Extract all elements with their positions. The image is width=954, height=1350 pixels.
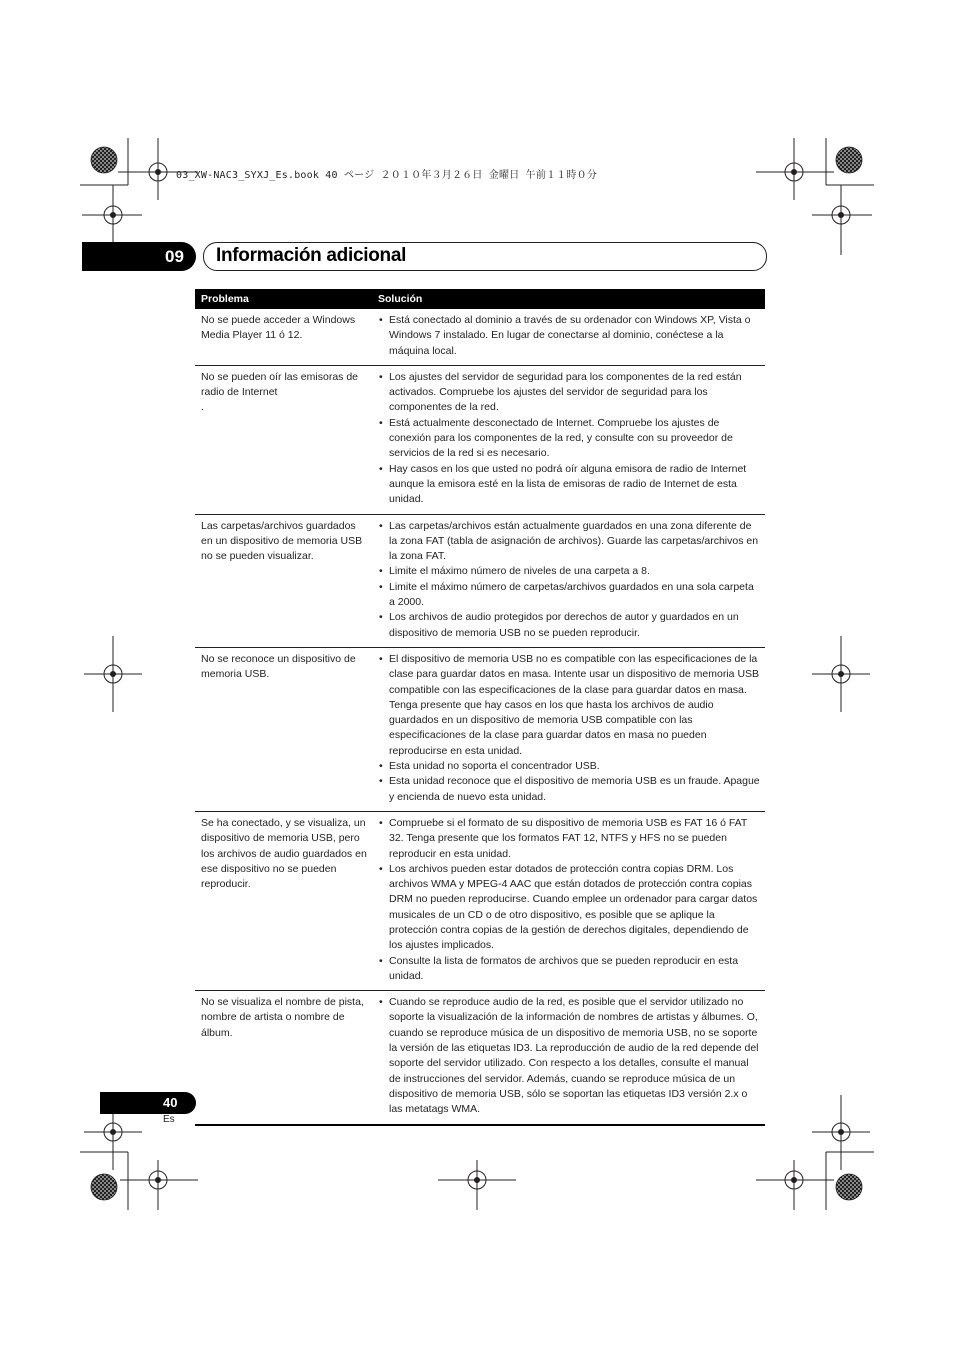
- solution-item: • El dispositivo de memoria USB no es compatible con las especificaciones de la clase para guardar datos en masa. Intente usar un dispositivo de memoria USB compatible con las especificaciones de la clase para guardar datos en masa. Tenga presente que hay casos en los que hasta los archivos de audio guardados en un dispositivo de memoria USB compatible con las especificaciones de la clase para guardar datos en masa no pueden reproducirse en esta unidad.: [378, 652, 761, 759]
- page-number-tab: 40: [100, 1092, 196, 1114]
- problem-cell: Se ha conectado, y se visualiza, un dispositivo de memoria USB, pero los archivos de audio guardados en ese dispositivo no se pueden reproducir.: [195, 811, 372, 990]
- solution-cell: [372, 309, 765, 365]
- table-row: [195, 991, 765, 1125]
- table-row: [195, 811, 765, 990]
- header-solution: Solución: [372, 289, 765, 309]
- solution-item: • Consulte la lista de formatos de archivos que se pueden reproducir en esta unidad.: [378, 954, 761, 985]
- table-row: [195, 365, 765, 514]
- solution-item: • Esta unidad reconoce que el dispositivo de memoria USB es un fraude. Apague y encienda de nuevo esta unidad.: [378, 774, 761, 805]
- table-header-row: [195, 289, 765, 309]
- header-problem: Problema: [195, 289, 372, 309]
- solution-item: • Limite el máximo número de carpetas/archivos guardados en una sola carpeta a 2000.: [378, 580, 761, 611]
- solution-item: • Está conectado al dominio a través de su ordenador con Windows XP, Vista o Windows 7 instalado. En lugar de conectarse al dominio, conéctese a la máquina local.: [378, 313, 761, 359]
- table-body: [195, 309, 765, 1125]
- solution-list: [378, 519, 761, 641]
- chapter-title-box: [203, 242, 767, 271]
- solution-cell: [372, 647, 765, 811]
- solution-cell: [372, 514, 765, 647]
- chapter-title: Información adicional: [216, 245, 407, 266]
- solution-list: [378, 313, 761, 359]
- solution-cell: [372, 991, 765, 1125]
- solution-list: [378, 995, 761, 1117]
- solution-cell: [372, 365, 765, 514]
- table-row: [195, 647, 765, 811]
- solution-item: • Los archivos de audio protegidos por derechos de autor y guardados en un dispositivo de memoria USB no se pueden reproducir.: [378, 610, 761, 641]
- problem-cell: Las carpetas/archivos guardados en un dispositivo de memoria USB no se pueden visualizar.: [195, 514, 372, 647]
- problem-cell: No se reconoce un dispositivo de memoria USB.: [195, 647, 372, 811]
- table-row: [195, 309, 765, 365]
- solution-item: • Hay casos en los que usted no podrá oír alguna emisora de radio de Internet aunque la emisora esté en la lista de emisoras de radio de Internet de esta unidad.: [378, 462, 761, 508]
- problem-cell: No se pueden oír las emisoras de radio de Internet .: [195, 365, 372, 514]
- problem-cell: No se puede acceder a Windows Media Player 11 ó 12.: [195, 309, 372, 365]
- table-row: [195, 514, 765, 647]
- problem-cell: No se visualiza el nombre de pista, nombre de artista o nombre de álbum.: [195, 991, 372, 1125]
- solution-item: • Esta unidad no soporta el concentrador USB.: [378, 759, 761, 774]
- solution-item: • Cuando se reproduce audio de la red, es posible que el servidor utilizado no soporte la visualización de la información de nombres de artistas y álbumes. O, cuando se reproduce música de un dispositivo de memoria USB, no se soporte la versión de las etiquetas ID3. La reproducción de audio de la red depende del soporte del servidor utilizado. Con respecto a los detalles, consulte el manual de instrucciones del servidor. Además, cuando se reproduce música de un dispositivo de memoria USB, sólo se soportan las etiquetas ID3 versión 2.x o las metatags WMA.: [378, 995, 761, 1117]
- solution-item: • Las carpetas/archivos están actualmente guardados en una zona diferente de la zona FAT (tabla de asignación de archivos). Guarde las carpetas/archivos en la zona FAT.: [378, 519, 761, 565]
- solution-list: [378, 816, 761, 984]
- page-language: Es: [163, 1114, 175, 1125]
- troubleshooting-table: [195, 289, 765, 1126]
- solution-list: [378, 370, 761, 508]
- solution-item: • Los ajustes del servidor de seguridad para los componentes de la red están activados. Compruebe los ajustes del servidor de seguridad para los componentes de la red.: [378, 370, 761, 416]
- chapter-number-tab: 09: [82, 242, 196, 271]
- solution-item: • Los archivos pueden estar dotados de protección contra copias DRM. Los archivos WMA y MPEG-4 AAC que están dotados de protección contra copias DRM no pueden reproducirse. Cuando emplee un ordenador para cargar datos musicales de un CD o de otro dispositivo, es posible que se aplique la protección contra copias de la gestión de derechos digitales, dependiendo de los ajustes implicados.: [378, 862, 761, 954]
- solution-list: [378, 652, 761, 805]
- solution-item: • Limite el máximo número de niveles de una carpeta a 8.: [378, 564, 761, 579]
- solution-item: • Está actualmente desconectado de Internet. Compruebe los ajustes de conexión para los componentes de la red, y consulte con su proveedor de servicios de la red si es necesario.: [378, 416, 761, 462]
- solution-cell: [372, 811, 765, 990]
- solution-item: • Compruebe si el formato de su dispositivo de memoria USB es FAT 16 ó FAT 32. Tenga presente que los formatos FAT 12, NTFS y HFS no se pueden reproducir en esta unidad.: [378, 816, 761, 862]
- print-book-line: 03_XW-NAC3_SYXJ_Es.book 40 ページ ２０１０年３月２６日 金曜日 午前１１時０分: [176, 170, 598, 181]
